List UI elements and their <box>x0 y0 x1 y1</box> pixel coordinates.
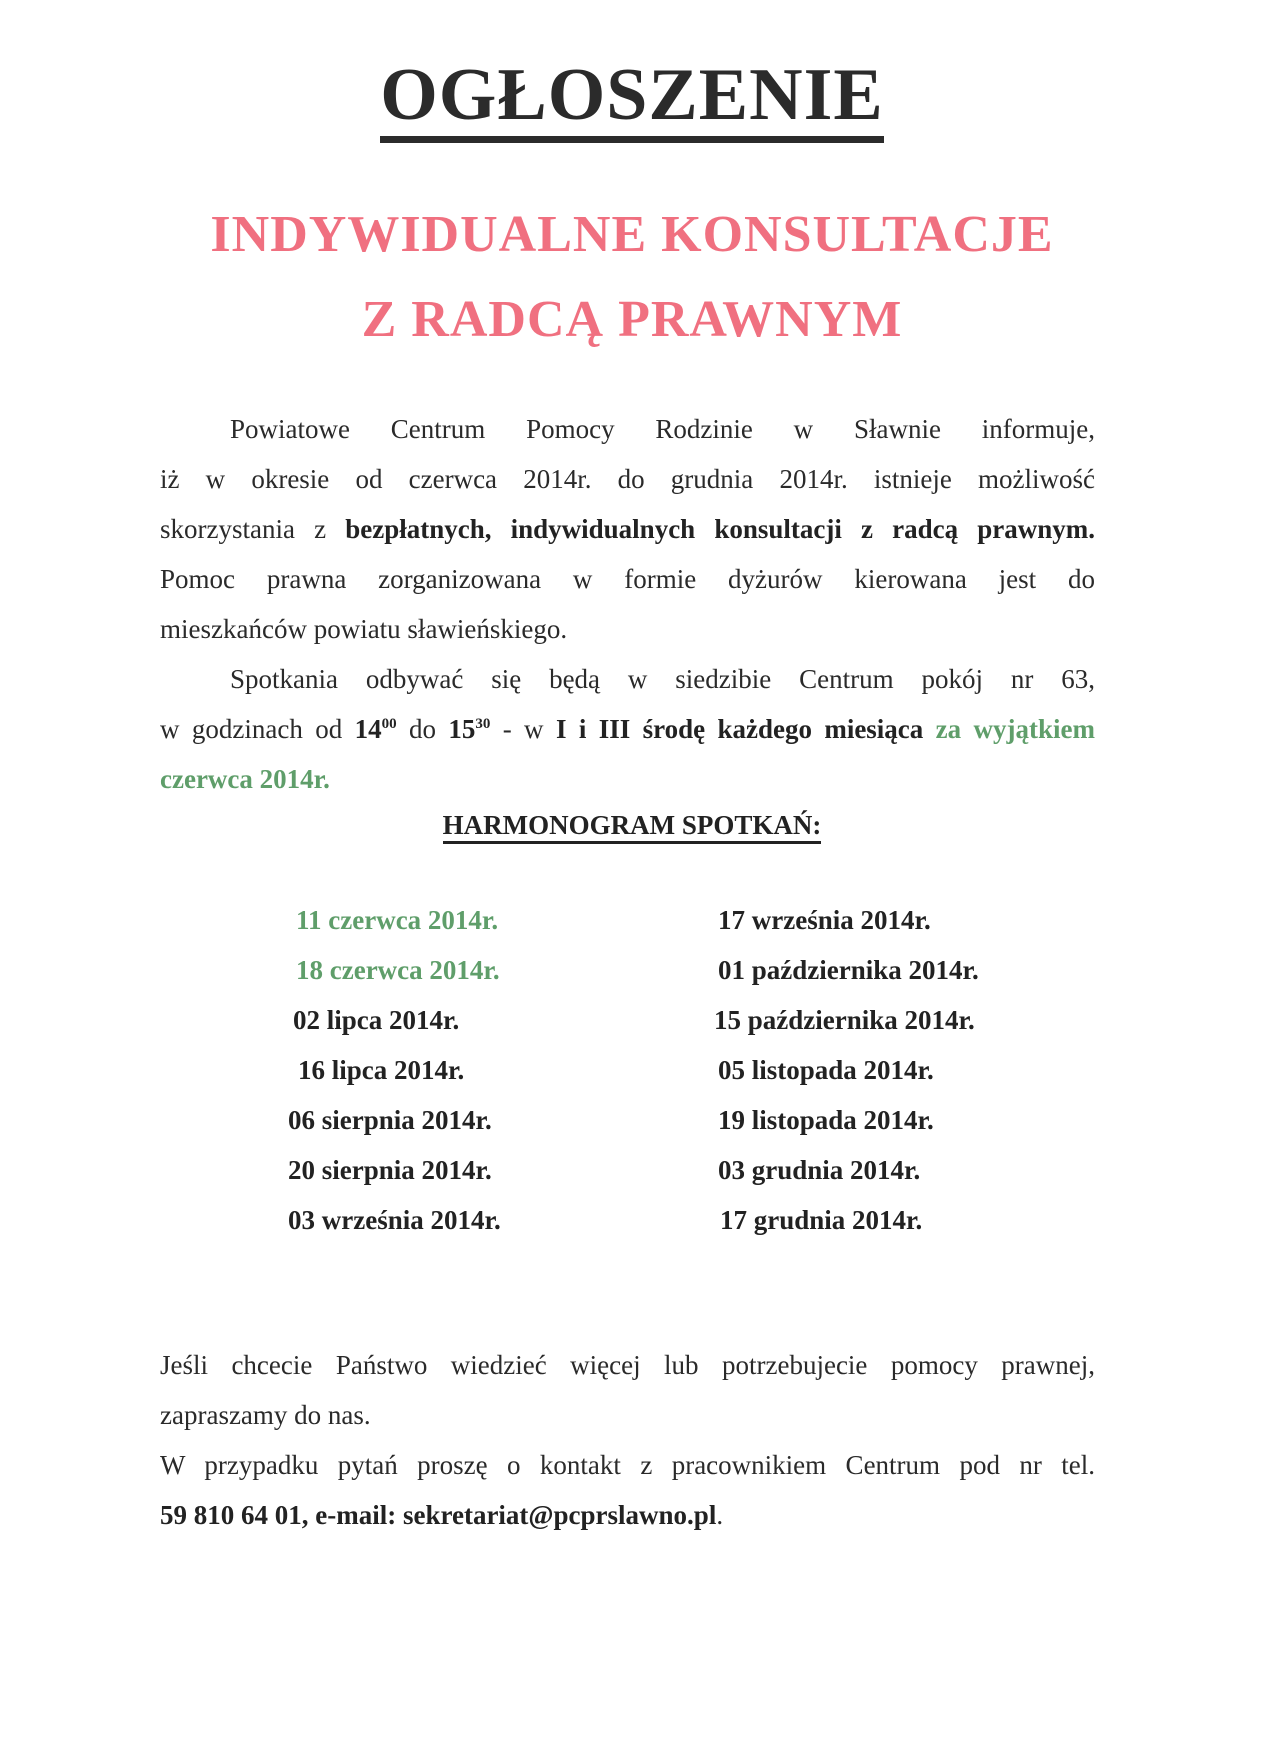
schedule-date-right: 19 listopada 2014r. <box>718 1105 934 1135</box>
exception-note: za wyjątkiem <box>923 714 1095 744</box>
meeting-line: Spotkania odbywać się będą w siedzibie Centrum pokój nr 63, <box>230 664 1095 694</box>
schedule-date-left: 16 lipca 2014r. <box>298 1055 465 1085</box>
time-from: 14 <box>354 714 382 744</box>
schedule-date-left: 03 września 2014r. <box>288 1205 501 1235</box>
footer-line: W przypadku pytań proszę o kontakt z pracownikiem Centrum pod nr tel. <box>160 1450 1095 1480</box>
intro-line: skorzystania z bezpłatnych, indywidualnych konsultacji z radcą prawnym. <box>160 514 1095 544</box>
title-text: OGŁOSZENIE <box>380 58 884 143</box>
intro-line: iż w okresie od czerwca 2014r. do grudnia 2014r. istnieje możliwość <box>160 464 1095 494</box>
schedule-date-right: 03 grudnia 2014r. <box>718 1155 921 1185</box>
free-consultations-emphasis: bezpłatnych, indywidualnych konsultacji z radcą prawnym. <box>345 514 1095 544</box>
schedule-date-right: 17 września 2014r. <box>718 905 931 935</box>
schedule-date-left: 20 sierpnia 2014r. <box>288 1155 492 1185</box>
subtitle-line-1: INDYWIDUALNE KONSULTACJE <box>210 206 1054 263</box>
contact-line: 59 810 64 01, e-mail: sekretariat@pcprslawno.pl. <box>160 1500 724 1530</box>
footer-line: zapraszamy do nas. <box>160 1400 371 1430</box>
schedule-date-right: 17 grudnia 2014r. <box>720 1205 923 1235</box>
schedule-date-left: 11 czerwca 2014r. <box>296 905 499 935</box>
schedule-rule: I i III środę każdego miesiąca <box>555 714 924 744</box>
schedule-heading: HARMONOGRAM SPOTKAŃ: <box>0 810 1264 841</box>
subtitle-line-2: Z RADCĄ PRAWNYM <box>361 291 903 348</box>
schedule-date-left: 18 czerwca 2014r. <box>296 955 500 985</box>
intro-paragraph <box>160 404 1095 804</box>
footer-contact <box>160 1340 1095 1540</box>
intro-line: Powiatowe Centrum Pomocy Rodzinie w Sławnie informuje, <box>230 414 1095 444</box>
exception-line: czerwca 2014r. <box>160 764 330 794</box>
schedule-date-left: 02 lipca 2014r. <box>293 1005 460 1035</box>
schedule-date-right: 15 października 2014r. <box>714 1005 975 1035</box>
announcement-title <box>0 54 1264 143</box>
footer-line: Jeśli chcecie Państwo wiedzieć więcej lub potrzebujecie pomocy prawnej, <box>160 1350 1095 1380</box>
intro-line: mieszkańców powiatu sławieńskiego. <box>160 614 568 644</box>
schedule-date-right: 01 października 2014r. <box>718 955 979 985</box>
time-to: 15 <box>448 714 476 744</box>
schedule-date-right: 05 listopada 2014r. <box>718 1055 934 1085</box>
intro-line: Pomoc prawna zorganizowana w formie dyżurów kierowana jest do <box>160 564 1095 594</box>
meeting-hours-line: w godzinach od $14^{00}$ do $15^{30}$ - w I i III środę każdego miesiąca za wyjątkiem <box>160 714 1095 744</box>
phone-email: 59 810 64 01, e-mail: sekretariat@pcprslawno.pl <box>160 1500 717 1530</box>
schedule-date-left: 06 sierpnia 2014r. <box>288 1105 492 1135</box>
